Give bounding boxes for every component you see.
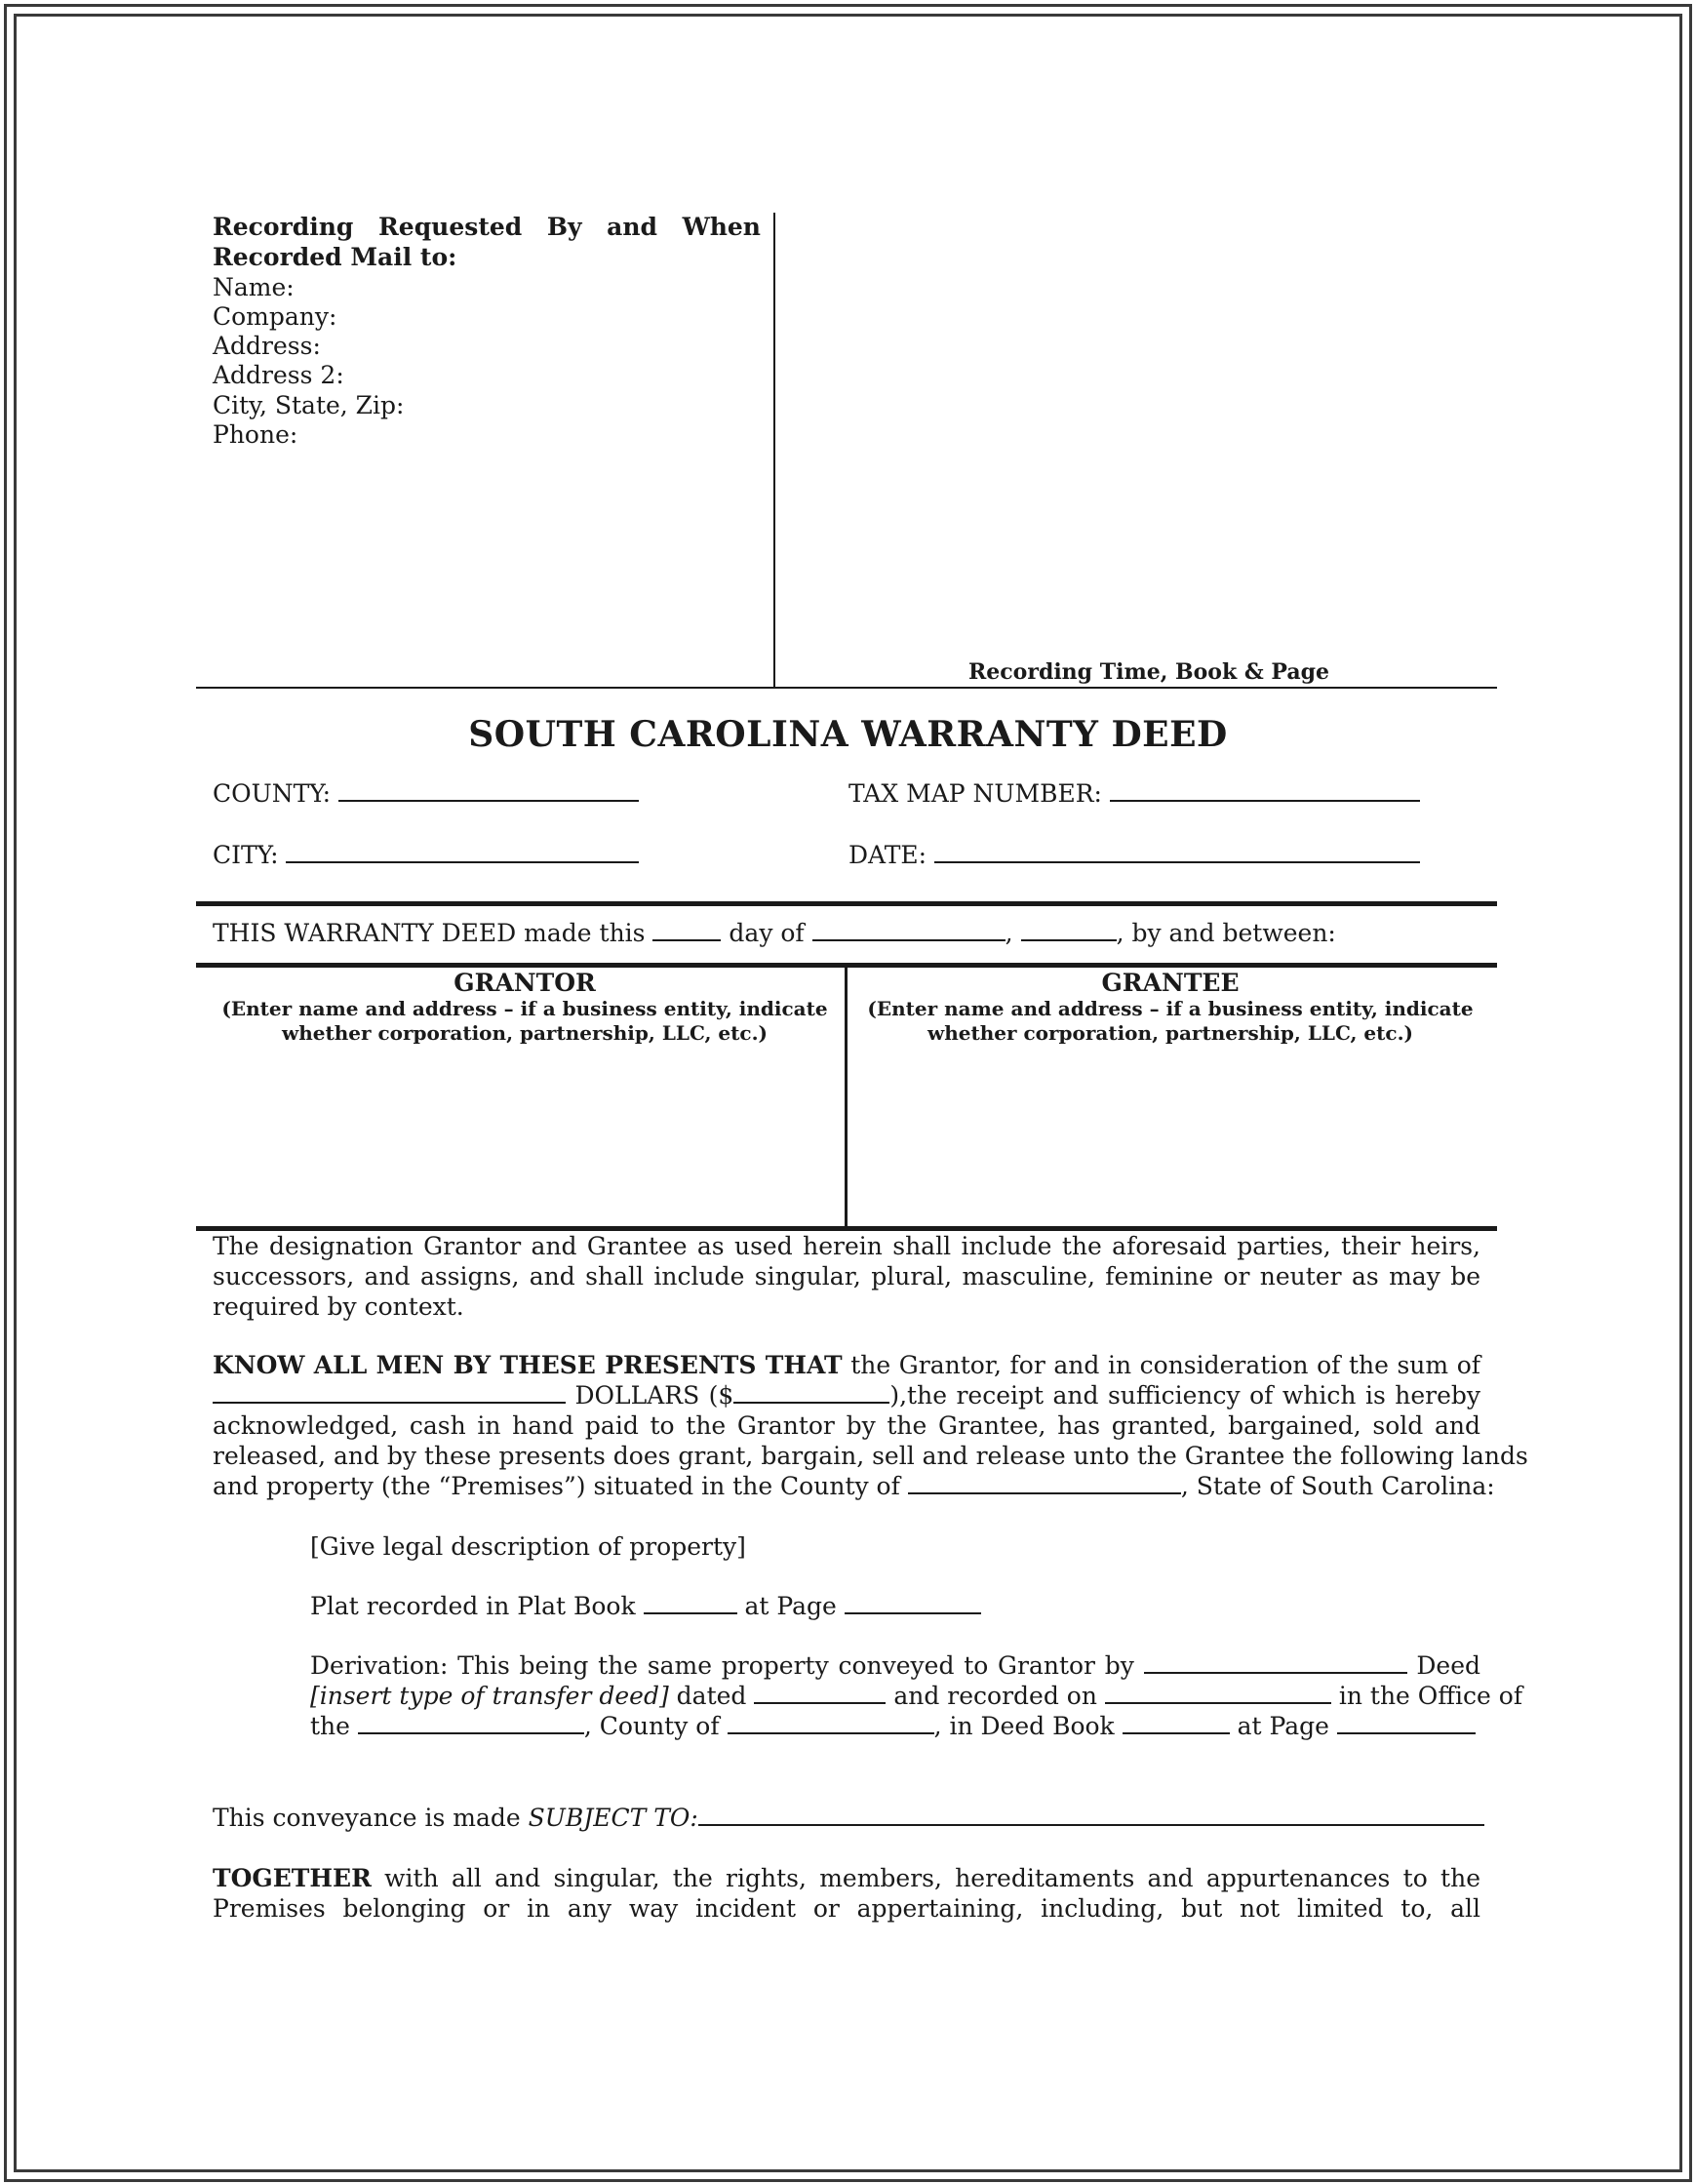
date-label: DATE: [848,841,927,869]
derivation-l3-a: the [310,1712,350,1740]
derivation-l1-a: Derivation: This being the same property conveyed to Grantor by [310,1651,1134,1680]
grantor-sub2: whether corporation, partnership, LLC, etc.) [281,1021,769,1045]
intro-month-blank[interactable] [812,918,1006,941]
derivation-l2-italic: [insert type of transfer deed] [310,1682,669,1710]
designation-line1: The designation Grantor and Grantee as used herein shall include the aforesaid parties, their heirs, [213,1232,1480,1260]
consideration-words-blank[interactable] [213,1380,566,1404]
intro-line [213,918,1336,948]
derivation-l2-b: and recorded on [893,1682,1097,1710]
recording-field-phone: Phone: [213,420,298,449]
intro-day-blank[interactable] [652,918,721,941]
derivation-county-blank[interactable] [728,1711,934,1734]
know-line1-rest: the Grantor, for and in consideration of the sum of [850,1351,1481,1379]
derivation-dated-blank[interactable] [754,1681,886,1704]
derivation-l3-b: , County of [583,1712,720,1740]
recording-header-line1: Recording Requested By and When [213,213,761,241]
recording-time-book-page: Recording Time, Book & Page [968,659,1329,685]
plat-line [310,1591,981,1621]
designation-line3: required by context. [213,1292,464,1321]
know-line5 [213,1471,1495,1501]
know-paragraph [213,1350,1528,1501]
intro-year-blank[interactable] [1021,918,1117,941]
subject-to-line [213,1803,1484,1833]
subject-label: This conveyance is made [213,1804,521,1832]
derivation-l3-d: at Page [1237,1712,1329,1740]
grantor-sub1: (Enter name and address – if a business entity, indicate [221,997,828,1020]
grantee-sub1: (Enter name and address – if a business entity, indicate [867,997,1474,1020]
county-label: COUNTY: [213,779,332,808]
county-of-blank[interactable] [908,1471,1181,1494]
grantor-grantee-divider [845,966,848,1229]
recording-divider [773,213,775,688]
derivation-l2-a: dated [676,1682,747,1710]
grantee-column [858,970,1482,1046]
derivation-l2-c: in the Office of [1338,1682,1523,1710]
derivation-recorded-blank[interactable] [1105,1681,1331,1704]
know-line5-a: and property (the “Premises”) situated in the County of [213,1472,900,1500]
derivation-grantor-blank[interactable] [1144,1650,1407,1674]
tax-map-label: TAX MAP NUMBER: [848,779,1102,808]
know-bold: KNOW ALL MEN BY THESE PRESENTS THAT [213,1351,843,1379]
grantor-column [213,970,837,1046]
intro-part1: THIS WARRANTY DEED made this [213,919,646,947]
consideration-amount-blank[interactable] [733,1380,889,1404]
know-line5-b: , State of South Carolina: [1180,1472,1495,1500]
recording-field-name: Name: [213,273,295,301]
section-rule-1 [196,901,1497,906]
derivation-l3-c: , in Deed Book [933,1712,1115,1740]
intro-part3: , [1005,919,1013,947]
know-line4: released, and by these presents does grant, bargain, sell and release unto the Grantee the following lands [213,1442,1528,1470]
derivation-line1 [310,1650,1480,1681]
recording-header-line2: Recorded Mail to: [213,243,457,271]
derivation-deed-book-blank[interactable] [1123,1711,1230,1734]
recording-field-company: Company: [213,302,337,331]
know-line2-a: DOLLARS ($ [574,1381,734,1410]
recording-field-city-state-zip: City, State, Zip: [213,391,405,419]
page-title: SOUTH CAROLINA WARRANTY DEED [468,714,1228,755]
together-line1-rest: with all and singular, the rights, members, hereditaments and appurtenances to the [384,1864,1480,1892]
derivation-paragraph [310,1650,1523,1741]
derivation-l1-b: Deed [1416,1651,1481,1680]
intro-part2: day of [729,919,805,947]
derivation-page-blank[interactable] [1337,1711,1476,1734]
designation-paragraph [213,1231,1480,1322]
subject-to-blank[interactable] [698,1803,1484,1826]
together-line1 [213,1863,1480,1893]
city-label: CITY: [213,841,279,869]
grantee-sub2: whether corporation, partnership, LLC, etc.) [927,1021,1414,1045]
recording-field-address: Address: [213,332,321,360]
county-field [213,778,639,809]
legal-description: [Give legal description of property] [310,1532,746,1561]
date-blank[interactable] [934,840,1420,863]
date-field [848,840,1420,870]
together-paragraph [213,1863,1480,1924]
tax-map-blank[interactable] [1110,778,1420,802]
know-line2-b: ),the receipt and sufficiency of which is hereby [889,1381,1480,1410]
recording-bottom-rule [196,687,1497,689]
together-bold: TOGETHER [213,1864,372,1892]
plat-book-blank[interactable] [644,1591,737,1614]
know-line1 [213,1350,1480,1380]
derivation-line2 [310,1681,1523,1711]
plat-page-label: at Page [744,1592,837,1620]
derivation-line3 [310,1711,1480,1741]
together-line2: Premises belonging or in any way incident or appertaining, including, but not limited to, all [213,1894,1480,1923]
tax-map-field [848,778,1420,809]
know-line2 [213,1380,1480,1410]
derivation-office-blank[interactable] [358,1711,584,1734]
recording-field-address2: Address 2: [213,361,344,389]
subject-italic: SUBJECT TO: [528,1804,698,1832]
plat-label: Plat recorded in Plat Book [310,1592,636,1620]
know-line3: acknowledged, cash in hand paid to the Grantor by the Grantee, has granted, bargained, sold and [213,1411,1480,1440]
grantor-heading: GRANTOR [454,969,596,997]
designation-line2: successors, and assigns, and shall include singular, plural, masculine, feminine or neuter as may be [213,1262,1480,1291]
grantee-heading: GRANTEE [1101,969,1240,997]
county-blank[interactable] [338,778,639,802]
city-field [213,840,639,870]
plat-page-blank[interactable] [845,1591,981,1614]
city-blank[interactable] [286,840,639,863]
intro-part4: , by and between: [1116,919,1336,947]
